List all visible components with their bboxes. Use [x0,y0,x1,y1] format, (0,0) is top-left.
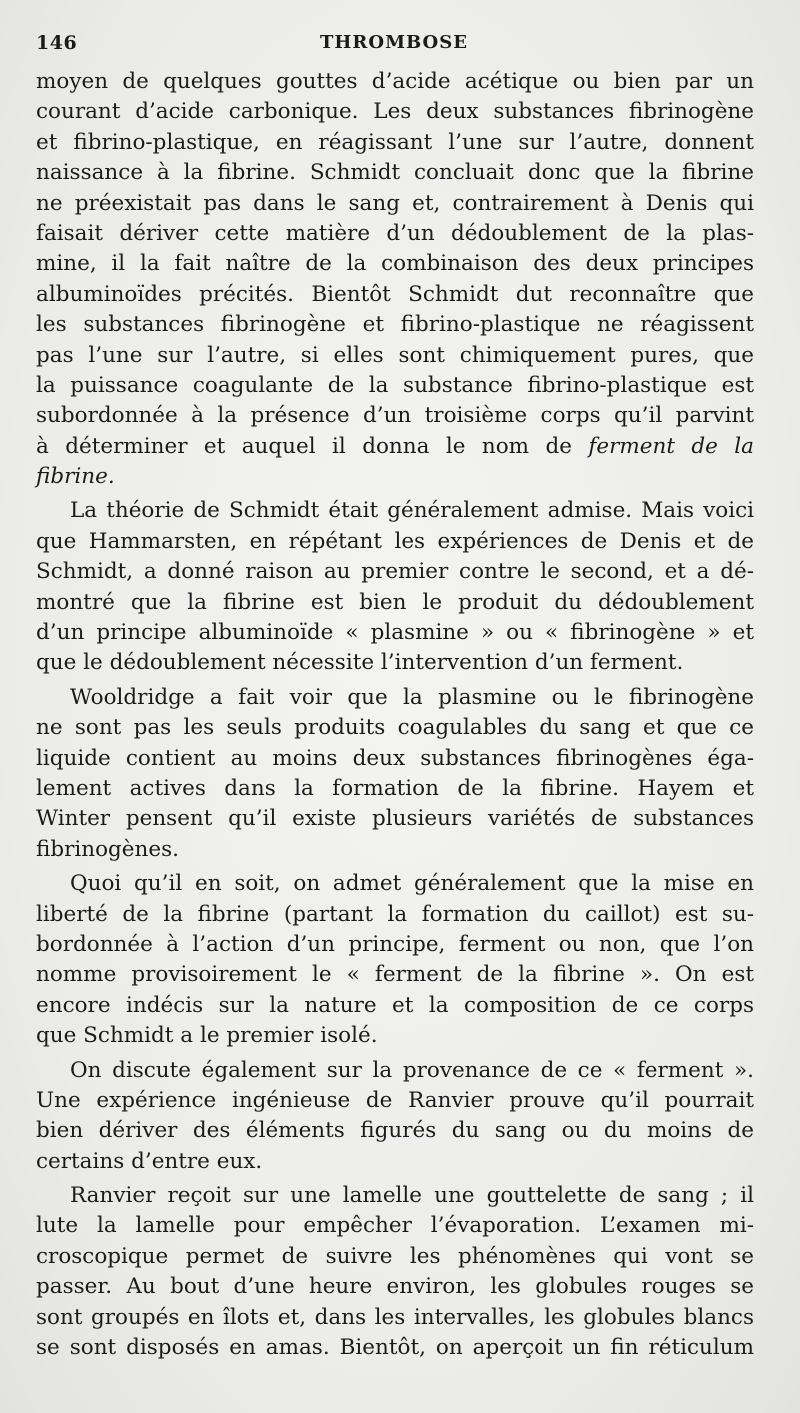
text-line: certains d’entre eux. [36,1148,263,1174]
text-line: bien dériver des éléments figurés du sang ou du moins de [36,1118,754,1144]
text-line: ne sont pas les seuls produits coagulables du sang et que ce [36,715,754,741]
text-line: se sont disposés en amas. Bientôt, on aperçoit un fin réticulum [36,1335,754,1361]
text-line: mine, il la fait naître de la combinaison des deux principes [36,251,754,277]
text-line: La théorie de Schmidt était généralement admise. Mais voici [70,498,754,524]
page-number: 146 [36,32,78,54]
text-line: Schmidt, a donné raison au premier contre le second, et a dé- [36,559,754,585]
text-line: passer. Au bout d’une heure environ, les globules rouges se [36,1274,754,1300]
text-line: montré que la fibrine est bien le produit du dédoublement [36,589,754,615]
text-line: lement actives dans la formation de la fibrine. Hayem et [36,775,754,801]
text-line: Une expérience ingénieuse de Ranvier prouve qu’il pourrait [36,1087,754,1113]
text-line: liquide contient au moins deux substances fibrinogènes éga- [36,745,754,771]
text-line: encore indécis sur la nature et la composition de ce corps [36,992,754,1018]
page-header-title: THROMBOSE [320,32,468,53]
paragraph-2 [36,496,754,678]
text-line: courant d’acide carbonique. Les deux substances fibrinogène [36,99,754,125]
text-line: liberté de la fibrine (partant la formation du caillot) est su- [36,901,754,927]
text-line: que le dédoublement nécessite l’intervention d’un ferment. [36,650,684,676]
paragraph-3 [36,683,754,865]
text-line: d’un principe albuminoïde « plasmine » ou « fibrinogène » et [36,620,754,646]
text-line: lute la lamelle pour empêcher l’évaporation. L’examen mi- [36,1213,754,1239]
text-line: Quoi qu’il en soit, on admet généralement que la mise en [70,871,754,897]
paragraph-6 [36,1181,754,1363]
text-line: nomme provisoirement le « ferment de la fibrine ». On est [36,962,754,988]
text-line: albuminoïdes précités. Bientôt Schmidt dut reconnaître que [36,281,754,307]
paragraph-1 [36,67,754,492]
text-line: fibrinogènes. [36,836,179,862]
text-line: fibrine. [36,464,115,490]
text-line: les substances fibrinogène et fibrino-plastique ne réagissent [36,312,754,338]
text-line: naissance à la fibrine. Schmidt concluait donc que la fibrine [36,160,754,186]
running-head [36,32,752,60]
text-line: faisait dériver cette matière d’un dédoublement de la plas- [36,220,754,246]
body-text [36,67,754,1363]
text-line-start: à déterminer et auquel il donna le nom de [36,433,572,459]
italic-term: ferment de la [588,433,754,459]
text-line: Winter pensent qu’il existe plusieurs variétés de substances [36,806,754,832]
text-line: On discute également sur la provenance de ce « ferment ». [70,1057,754,1083]
text-line: que Schmidt a le premier isolé. [36,1023,378,1049]
text-line: pas l’une sur l’autre, si elles sont chimiquement pures, que [36,342,754,368]
text-line: croscopique permet de suivre les phénomènes qui vont se [36,1243,754,1269]
text-line-with-italic [36,432,754,462]
text-line: Ranvier reçoit sur une lamelle une gouttelette de sang ; il [70,1183,754,1209]
text-line: moyen de quelques gouttes d’acide acétique ou bien par un [36,69,754,94]
text-line: que Hammarsten, en répétant les expériences de Denis et de [36,528,754,554]
text-line: Wooldridge a fait voir que la plasmine ou le fibrinogène [70,684,754,710]
paragraph-5 [36,1056,754,1178]
text-line: la puissance coagulante de la substance fibrino-plastique est [36,372,754,398]
text-line: sont groupés en îlots et, dans les intervalles, les globules blancs [36,1304,754,1330]
text-line: subordonnée à la présence d’un troisième corps qu’il parvint [36,403,754,429]
paragraph-4 [36,869,754,1051]
text-line: ne préexistait pas dans le sang et, contrairement à Denis qui [36,190,754,216]
text-line: et fibrino-plastique, en réagissant l’une sur l’autre, donnent [36,129,754,155]
text-line: bordonnée à l’action d’un principe, ferment ou non, que l’on [36,931,754,957]
